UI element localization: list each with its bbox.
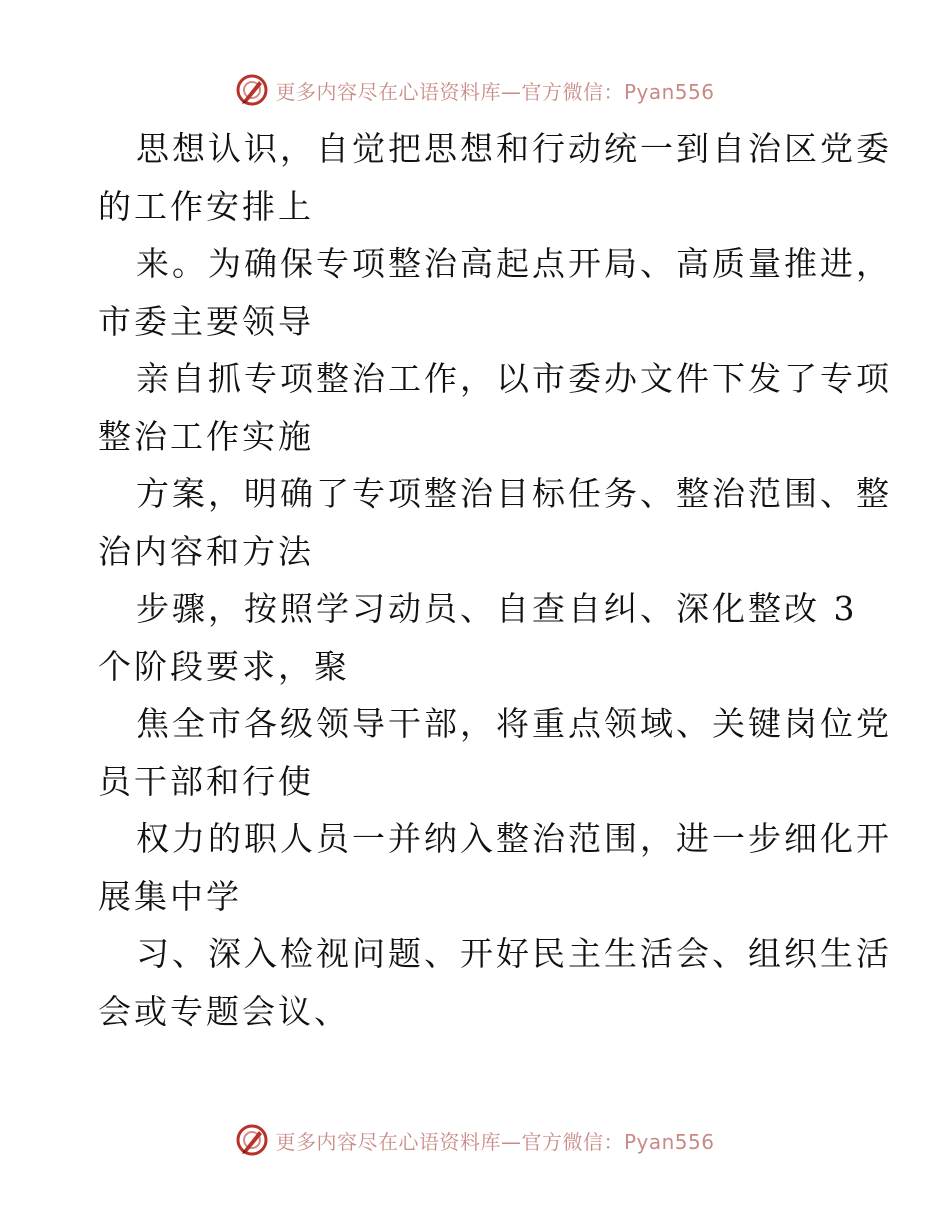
text-line: 亲自抓专项整治工作，以市委办文件下发了专项 — [136, 359, 892, 398]
header-banner — [0, 70, 950, 110]
text-line: 市委主要领导 — [98, 301, 314, 341]
header-banner-text: 更多内容尽在心语资料库—官方微信：Pyan556 — [275, 79, 715, 104]
text-line: 习、深入检视问题、开好民主生活会、组织生活 — [136, 934, 892, 973]
pen-logo-icon — [235, 1123, 269, 1157]
text-line: 方案，明确了专项整治目标任务、整治范围、整 — [136, 474, 892, 513]
text-line: 的工作安排上 — [98, 186, 314, 226]
text-line: 焦全市各级领导干部，将重点领域、关键岗位党 — [136, 704, 892, 743]
footer-banner-text: 更多内容尽在心语资料库—官方微信：Pyan556 — [275, 1129, 715, 1154]
text-line: 治内容和方法 — [98, 531, 314, 571]
text-line: 权力的职人员一并纳入整治范围，进一步细化开 — [136, 819, 892, 858]
text-line: 个阶段要求，聚 — [98, 646, 350, 686]
document-body — [98, 120, 892, 1040]
text-line: 展集中学 — [98, 876, 242, 916]
footer-banner — [0, 1120, 950, 1160]
pen-logo-icon — [235, 73, 269, 107]
text-line: 来。为确保专项整治高起点开局、高质量推进， — [136, 244, 892, 283]
text-line: 思想认识，自觉把思想和行动统一到自治区党委 — [136, 129, 892, 168]
text-line: 会或专题会议、 — [98, 991, 350, 1031]
text-line: 整治工作实施 — [98, 416, 314, 456]
text-line: 步骤，按照学习动员、自查自纠、深化整改 3 — [136, 589, 858, 628]
text-line: 员干部和行使 — [98, 761, 314, 801]
